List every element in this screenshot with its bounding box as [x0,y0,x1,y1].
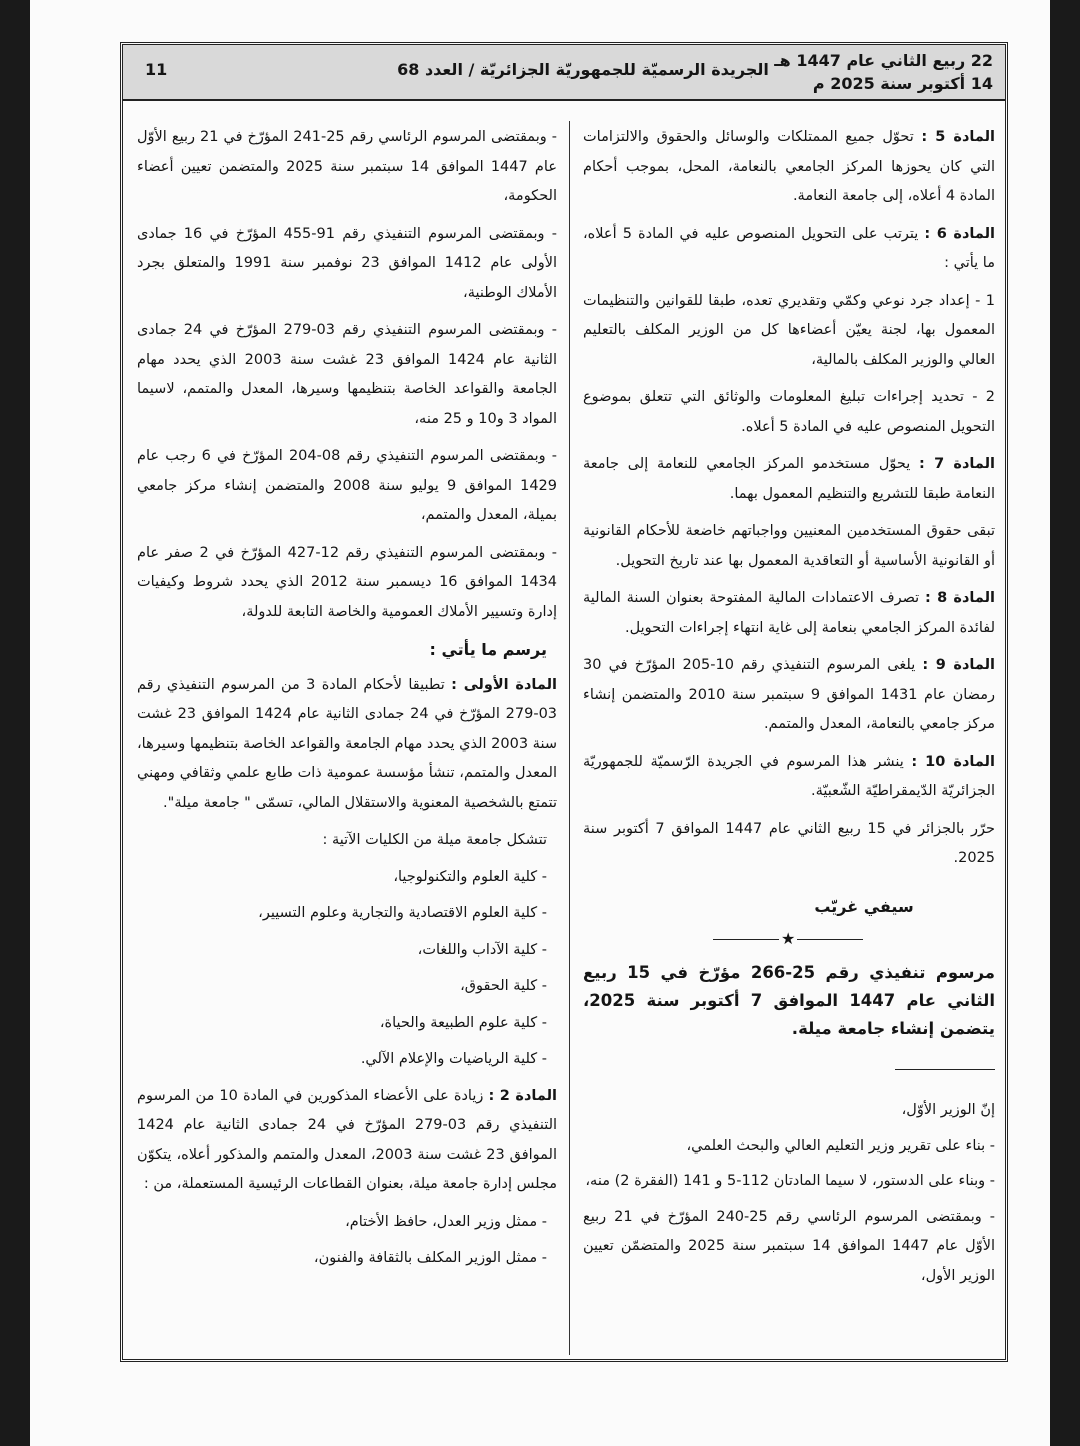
preamble-item: - وبمقتضى المرسوم التنفيذي رقم 08-204 المؤرّخ في 6 رجب عام 1429 الموافق 9 يوليو سنة 2008 والمتضمن إنشاء مركز جامعي بميلة، المعدل والمتمم، [137,448,558,523]
article-text: زيادة على الأعضاء المذكورين في المادة 10 من المرسوم التنفيذي رقم 03-279 المؤرّخ في 24 جمادى الثانية عام 1424 الموافق 23 غشت سنة 2003، المعدل والمتمم والمذكور أعلاه، يتكوّن مجلس إدارة جامعة ميلة، بعنوان القطاعات الرئيسية المستعملة، من : [137,1087,558,1192]
decrees-heading: يرسم ما يأتي : [429,640,547,659]
article-label: المادة 6 : [924,225,995,242]
article-text: تحوّل جميع الممتلكات والوسائل والحقوق والالتزامات التي كان يحوزها المركز الجامعي بالنعامة، المحل، بموجب أحكام المادة 4 أعلاه، إلى جامعة النعامة. [583,129,995,204]
article-8 [583,584,995,643]
article-10 [583,748,995,807]
signature: سيفي غريّب [814,896,914,916]
article-2 [137,1082,557,1200]
issued-at [583,815,995,874]
header-dates [774,49,993,95]
document-page [30,0,1050,1446]
column-divider [569,121,570,1355]
journal-title: الجريدة الرسميّة للجمهوريّة الجزائريّة / العدد 68 [397,60,769,79]
faculty-item: - كلية الحقوق، [460,978,547,994]
article-5 [583,123,995,212]
faculty-item: - كلية علوم الطبيعة والحياة، [379,1014,547,1031]
article-text: يلغى المرسوم التنفيذي رقم 10-205 المؤرّخ في 30 رمضان عام 1431 الموافق 9 سبتمبر سنة 2010 والمتضمن إنشاء مركز جامعي بالنعامة، المعدل والمتمم. [583,657,995,732]
article-1 [137,671,557,819]
preamble-item: - وبمقتضى المرسوم التنفيذي رقم 03-279 المؤرّخ في 24 جمادى الثانية عام 1424 الموافق 23 غشت سنة 2003 الذي يحدد مهام الجامعة والقواعد الخاصة بتنظيمها وسيرها، المعدل والمتمم، لاسيما المواد 3 و10 و 25 منه، [137,322,557,427]
faculty-item: - كلية الآداب واللغات، [417,941,547,958]
scan-border-left [0,0,30,1446]
header-date-hijri: 22 ربيع الثاني عام 1447 هـ [774,51,993,70]
left-column [137,123,557,1281]
article-7-para-2 [583,517,995,576]
article-6-item-1 [583,287,995,376]
preamble-item: - وبمقتضى المرسوم التنفيذي رقم 91-455 المؤرّخ في 16 جمادى الأولى عام 1412 الموافق 23 نوفمبر سنة 1991 والمتعلق بجرد الأملاك الوطنية، [137,225,557,301]
preamble-opening: إنّ الوزير الأوّل، [901,1102,995,1118]
article-label: المادة 10 : [911,753,995,770]
board-member-item: - ممثل الوزير المكلف بالثقافة والفنون، [313,1250,547,1266]
article-text: يترتب على التحويل المنصوص عليه في المادة 5 أعلاه، ما يأتي : [583,225,995,271]
paragraph-text: حرّر بالجزائر في 15 ربيع الثاني عام 1447 الموافق 7 أكتوبر سنة 2025. [583,820,996,866]
article-6-item-2 [583,383,995,442]
decree-title: مرسوم تنفيذي رقم 25-266 مؤرّخ في 15 ربيع الثاني عام 1447 الموافق 7 أكتوبر سنة 2025، يتضمن إنشاء جامعة ميلة. [583,963,995,1038]
preamble-item: - بناء على تقرير وزير التعليم العالي والبحث العلمي، [686,1137,995,1154]
page-header [123,45,1005,101]
article-label: المادة 9 : [922,657,995,673]
title-underline [895,1069,995,1070]
preamble-item: - وبناء على الدستور، لا سيما المادتان 112-5 و 141 (الفقرة 2) منه، [585,1173,995,1189]
article-label: المادة 2 : [488,1087,557,1104]
page-number: 11 [145,60,168,79]
header-date-gregorian: 14 أكتوبر سنة 2025 م [812,74,993,93]
article-label: المادة 8 : [925,590,995,606]
article-label: المادة الأولى : [451,676,557,693]
scan-border-right [1050,0,1080,1446]
right-column [583,123,995,1297]
article-label: المادة 7 : [919,456,995,472]
preamble-item: - وبمقتضى المرسوم الرئاسي رقم 25-240 المؤرّخ في 21 ربيع الأوّل عام 1447 الموافق 14 سبتمبر سنة 2025 والمتضمّن تعيين الوزير الأول، [583,1208,996,1284]
star-icon: ★ [781,929,796,948]
preamble-item: - وبمقتضى المرسوم الرئاسي رقم 25-241 المؤرّخ في 21 ربيع الأوّل عام 1447 الموافق 14 سبتمبر سنة 2025 والمتضمن تعيين أعضاء الحكومة، [137,129,557,204]
article-text: تطبيقا لأحكام المادة 3 من المرسوم التنفيذي رقم 03-279 المؤرّخ في 24 جمادى الثانية عام 1424 الموافق 23 غشت سنة 2003 الذي يحدد مهام الجامعة والقواعد الخاصة بتنظيمها وسيرها، المعدل والمتمم، تنشأ مؤسسة عمومية ذات طابع علمي وثقافي ومهني تتمتع بالشخصية المعنوية والاستقلال المالي، تسمّى " جامعة ميلة". [137,676,558,811]
faculties-intro: تتشكل جامعة ميلة من الكليات الآتية : [322,832,547,848]
paragraph-text: تبقى حقوق المستخدمين المعنيين وواجباتهم خاضعة للأحكام القانونية أو القانونية الأساسية أو التعاقدية المعمول بها عند تاريخ التحويل. [583,523,995,569]
preamble-item: - وبمقتضى المرسوم التنفيذي رقم 12-427 المؤرّخ في 2 صفر عام 1434 الموافق 16 ديسمبر سنة 2012 الذي يحدد شروط وكيفيات إدارة وتسيير الأملاك العمومية والخاصة التابعة للدولة، [137,544,557,620]
faculty-item: - كلية الرياضيات والإعلام الآلي. [360,1051,547,1067]
item-text: 2 - تحديد إجراءات تبليغ المعلومات والوثائق التي تتعلق بموضوع التحويل المنصوص عليه في المادة 5 أعلاه. [583,389,995,435]
faculty-item: - كلية العلوم والتكنولوجيا، [393,868,547,885]
article-7 [583,450,995,509]
faculty-item: - كلية العلوم الاقتصادية والتجارية وعلوم التسيير، [258,905,547,921]
item-text: 1 - إعداد جرد نوعي وكمّي وتقديري تعده، طبقا للقوانين والتنظيمات المعمول بها، لجنة يعيّن أعضاءها كل من الوزير المكلف بالتعليم العالي والوزير المكلف بالمالية، [583,292,995,368]
article-6 [583,220,995,279]
article-text: يحوّل مستخدمو المركز الجامعي للنعامة إلى جامعة النعامة طبقا للتشريع والتنظيم المعمول بهما. [583,456,995,502]
article-text: ينشر هذا المرسوم في الجريدة الرّسميّة للجمهوريّة الجزائريّة الدّيمقراطيّة الشّعبيّة. [583,753,995,799]
article-text: تصرف الاعتمادات المالية المفتوحة بعنوان السنة المالية لفائدة المركز الجامعي بنعامة إلى غاية انتهاء إجراءات التحويل. [583,590,995,636]
board-member-item: - ممثل وزير العدل، حافظ الأختام، [345,1213,547,1230]
page-frame [120,42,1008,1362]
article-label: المادة 5 : [921,129,995,145]
article-9 [583,651,995,740]
section-separator [583,929,995,951]
